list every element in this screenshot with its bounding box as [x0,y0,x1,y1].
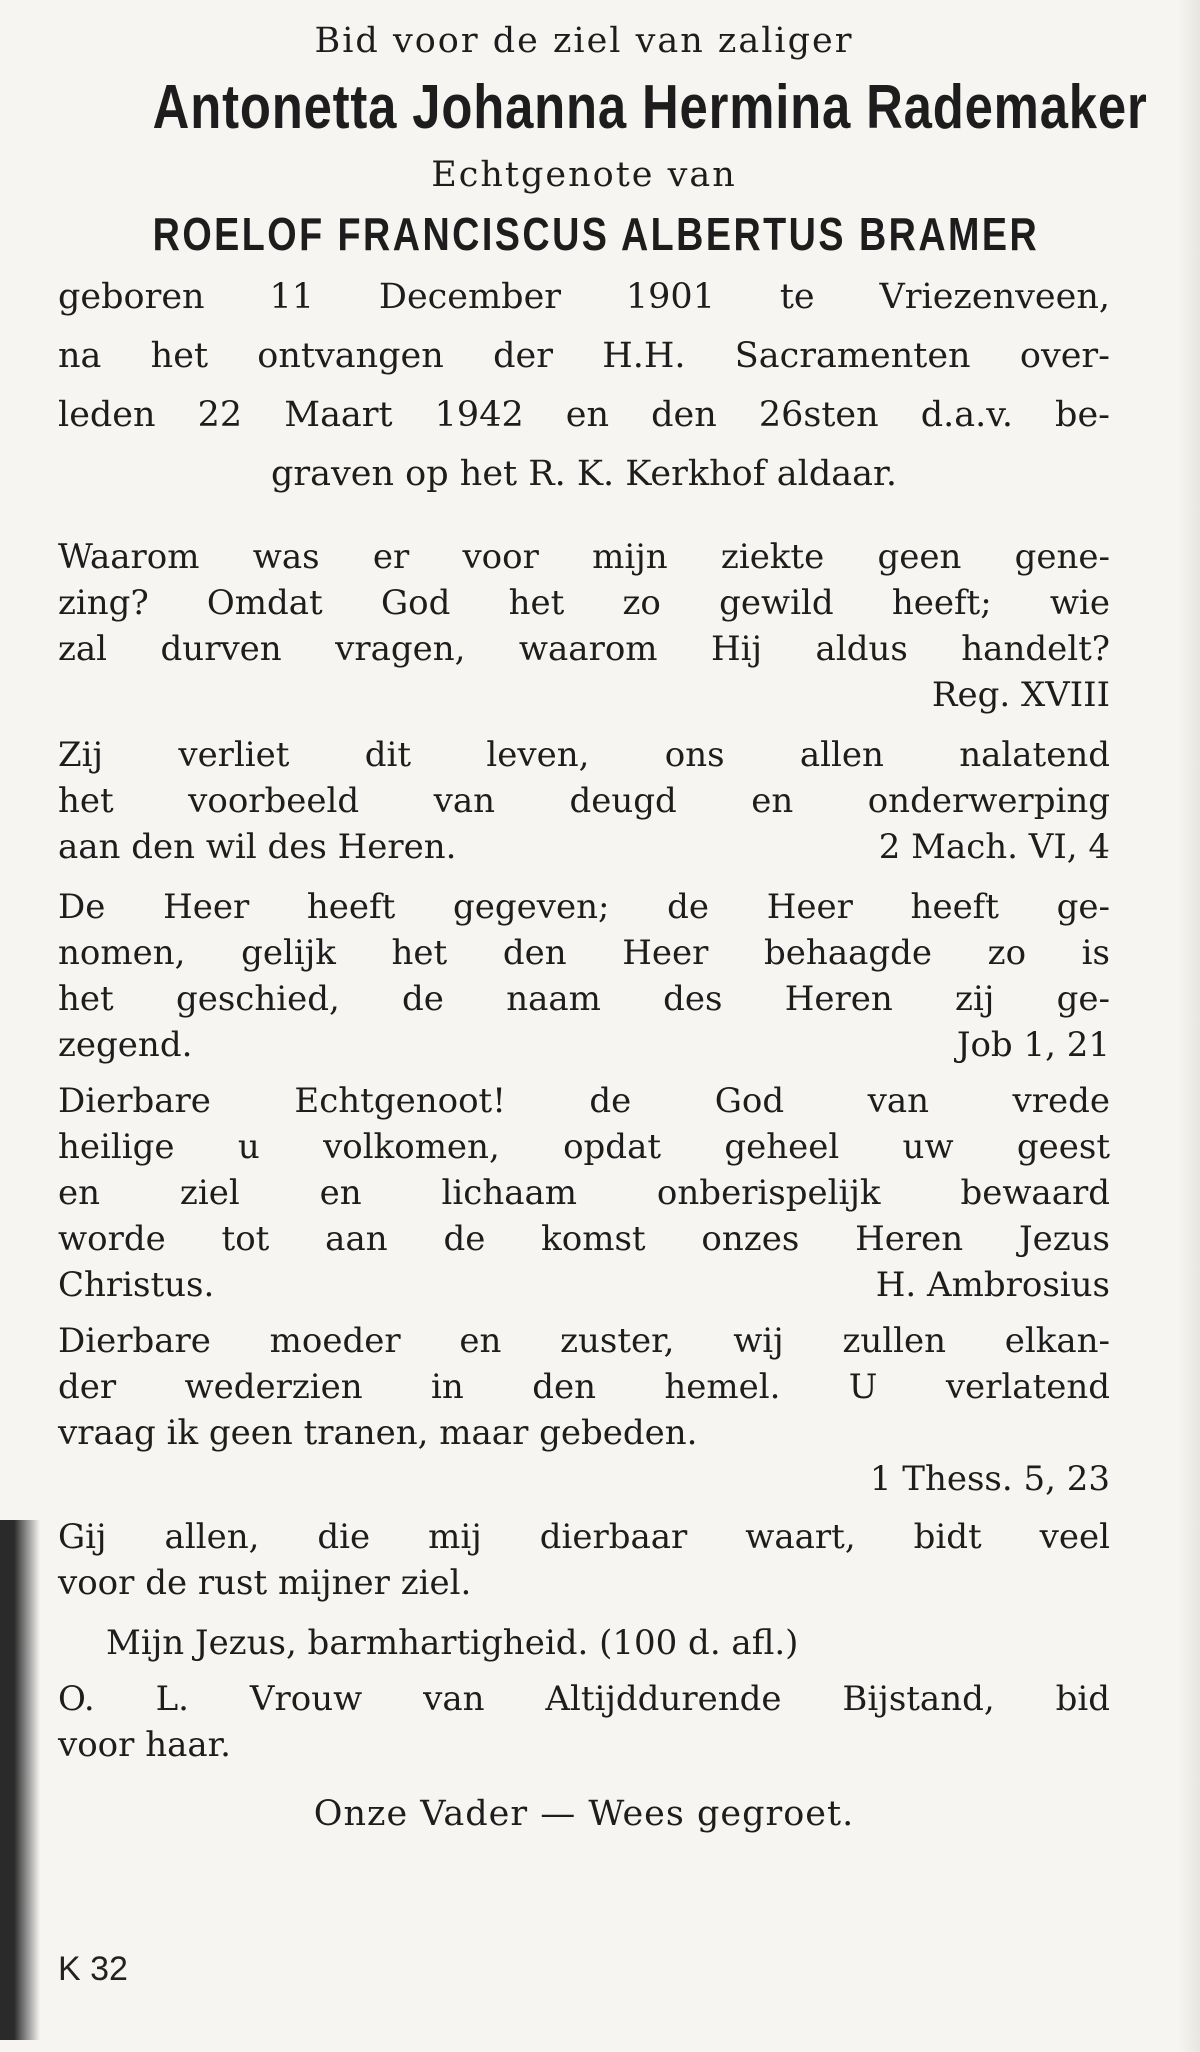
closing-prayer: Onze Vader — Wees gegroet. [313,1794,855,1834]
quote-line: en ziel en lichaam onberispelijk bewaard [58,1173,1110,1213]
quote-reg [58,534,1110,718]
final-request [58,1514,1110,1606]
card-content [58,14,1148,1838]
quote-line: heilige u volkomen, opdat geheel uw geest [58,1127,1110,1167]
prayer-line: voor haar. [58,1725,231,1765]
quote-line: Gij allen, die mij dierbaar waart, bidt veel [58,1517,1110,1557]
quote-source: Job 1, 21 [956,1025,1110,1065]
prayer-mary [58,1676,1110,1768]
quote-line: der wederzien in den hemel. U verlatend [58,1367,1110,1407]
card-code: K 32 [58,1950,128,1988]
quote-line: Zij verliet dit leven, ons allen nalatend [58,735,1110,775]
prayer-jesus [58,1620,1110,1666]
quote-source: H. Ambrosius [875,1265,1110,1305]
quote-ambrosius [58,1078,1110,1308]
intro-line: Bid voor de ziel van zaliger [314,21,854,61]
prayer-line: O. L. Vrouw van Altijddurende Bijstand, bid [58,1679,1110,1719]
prayer-line: Mijn Jezus, barmhartigheid. (100 d. afl.) [106,1623,799,1663]
quote-last-row [58,824,1110,870]
quote-line: voor de rust mijner ziel. [58,1563,472,1603]
quote-line: De Heer heeft gegeven; de Heer heeft ge- [58,887,1110,927]
quote-line: Dierbare moeder en zuster, wij zullen elkan- [58,1321,1110,1361]
quote-line: worde tot aan de komst onzes Heren Jezus [58,1219,1110,1259]
quote-last-row [58,1262,1110,1308]
bio-line: geboren 11 December 1901 te Vriezenveen, [58,277,1110,317]
quote-line: zegend. [58,1025,193,1065]
quote-line: aan den wil des Heren. [58,827,457,867]
quote-source: Reg. XVIII [931,675,1110,715]
quote-line: Christus. [58,1265,215,1305]
deceased-name: Antonetta Johanna Hermina Rademaker [152,73,1148,142]
bio-line: leden 22 Maart 1942 en den 26sten d.a.v. be- [58,395,1110,435]
bio-line: graven op het R. K. Kerkhof aldaar. [271,454,897,494]
quote-line: Dierbare Echtgenoot! de God van vrede [58,1081,1110,1121]
quote-line: het geschied, de naam des Heren zij ge- [58,979,1110,1019]
quote-line: zing? Omdat God het zo gewild heeft; wie [58,583,1110,623]
quote-source: 2 Mach. VI, 4 [878,827,1110,867]
relation-line: Echtgenote van [431,155,737,195]
card-edge-shadow [1178,0,1200,2052]
quote-line: het voorbeeld van deugd en onderwerping [58,781,1110,821]
quote-source: 1 Thess. 5, 23 [869,1459,1110,1499]
bio-line: na het ontvangen der H.H. Sacramenten over- [58,336,1110,376]
quote-job [58,884,1110,1068]
quote-line: vraag ik geen tranen, maar gebeden. [58,1413,698,1453]
spouse-name: ROELOF FRANCISCUS ALBERTUS BRAMER [152,208,1040,260]
quote-mach [58,732,1110,870]
quote-line: nomen, gelijk het den Heer behaagde zo is [58,933,1110,973]
quote-last-row [58,1022,1110,1068]
quote-thess [58,1318,1110,1502]
quote-line: Waarom was er voor mijn ziekte geen gene- [58,537,1110,577]
quote-line: zal durven vragen, waarom Hij aldus handelt? [58,629,1110,669]
biography [58,268,1110,504]
